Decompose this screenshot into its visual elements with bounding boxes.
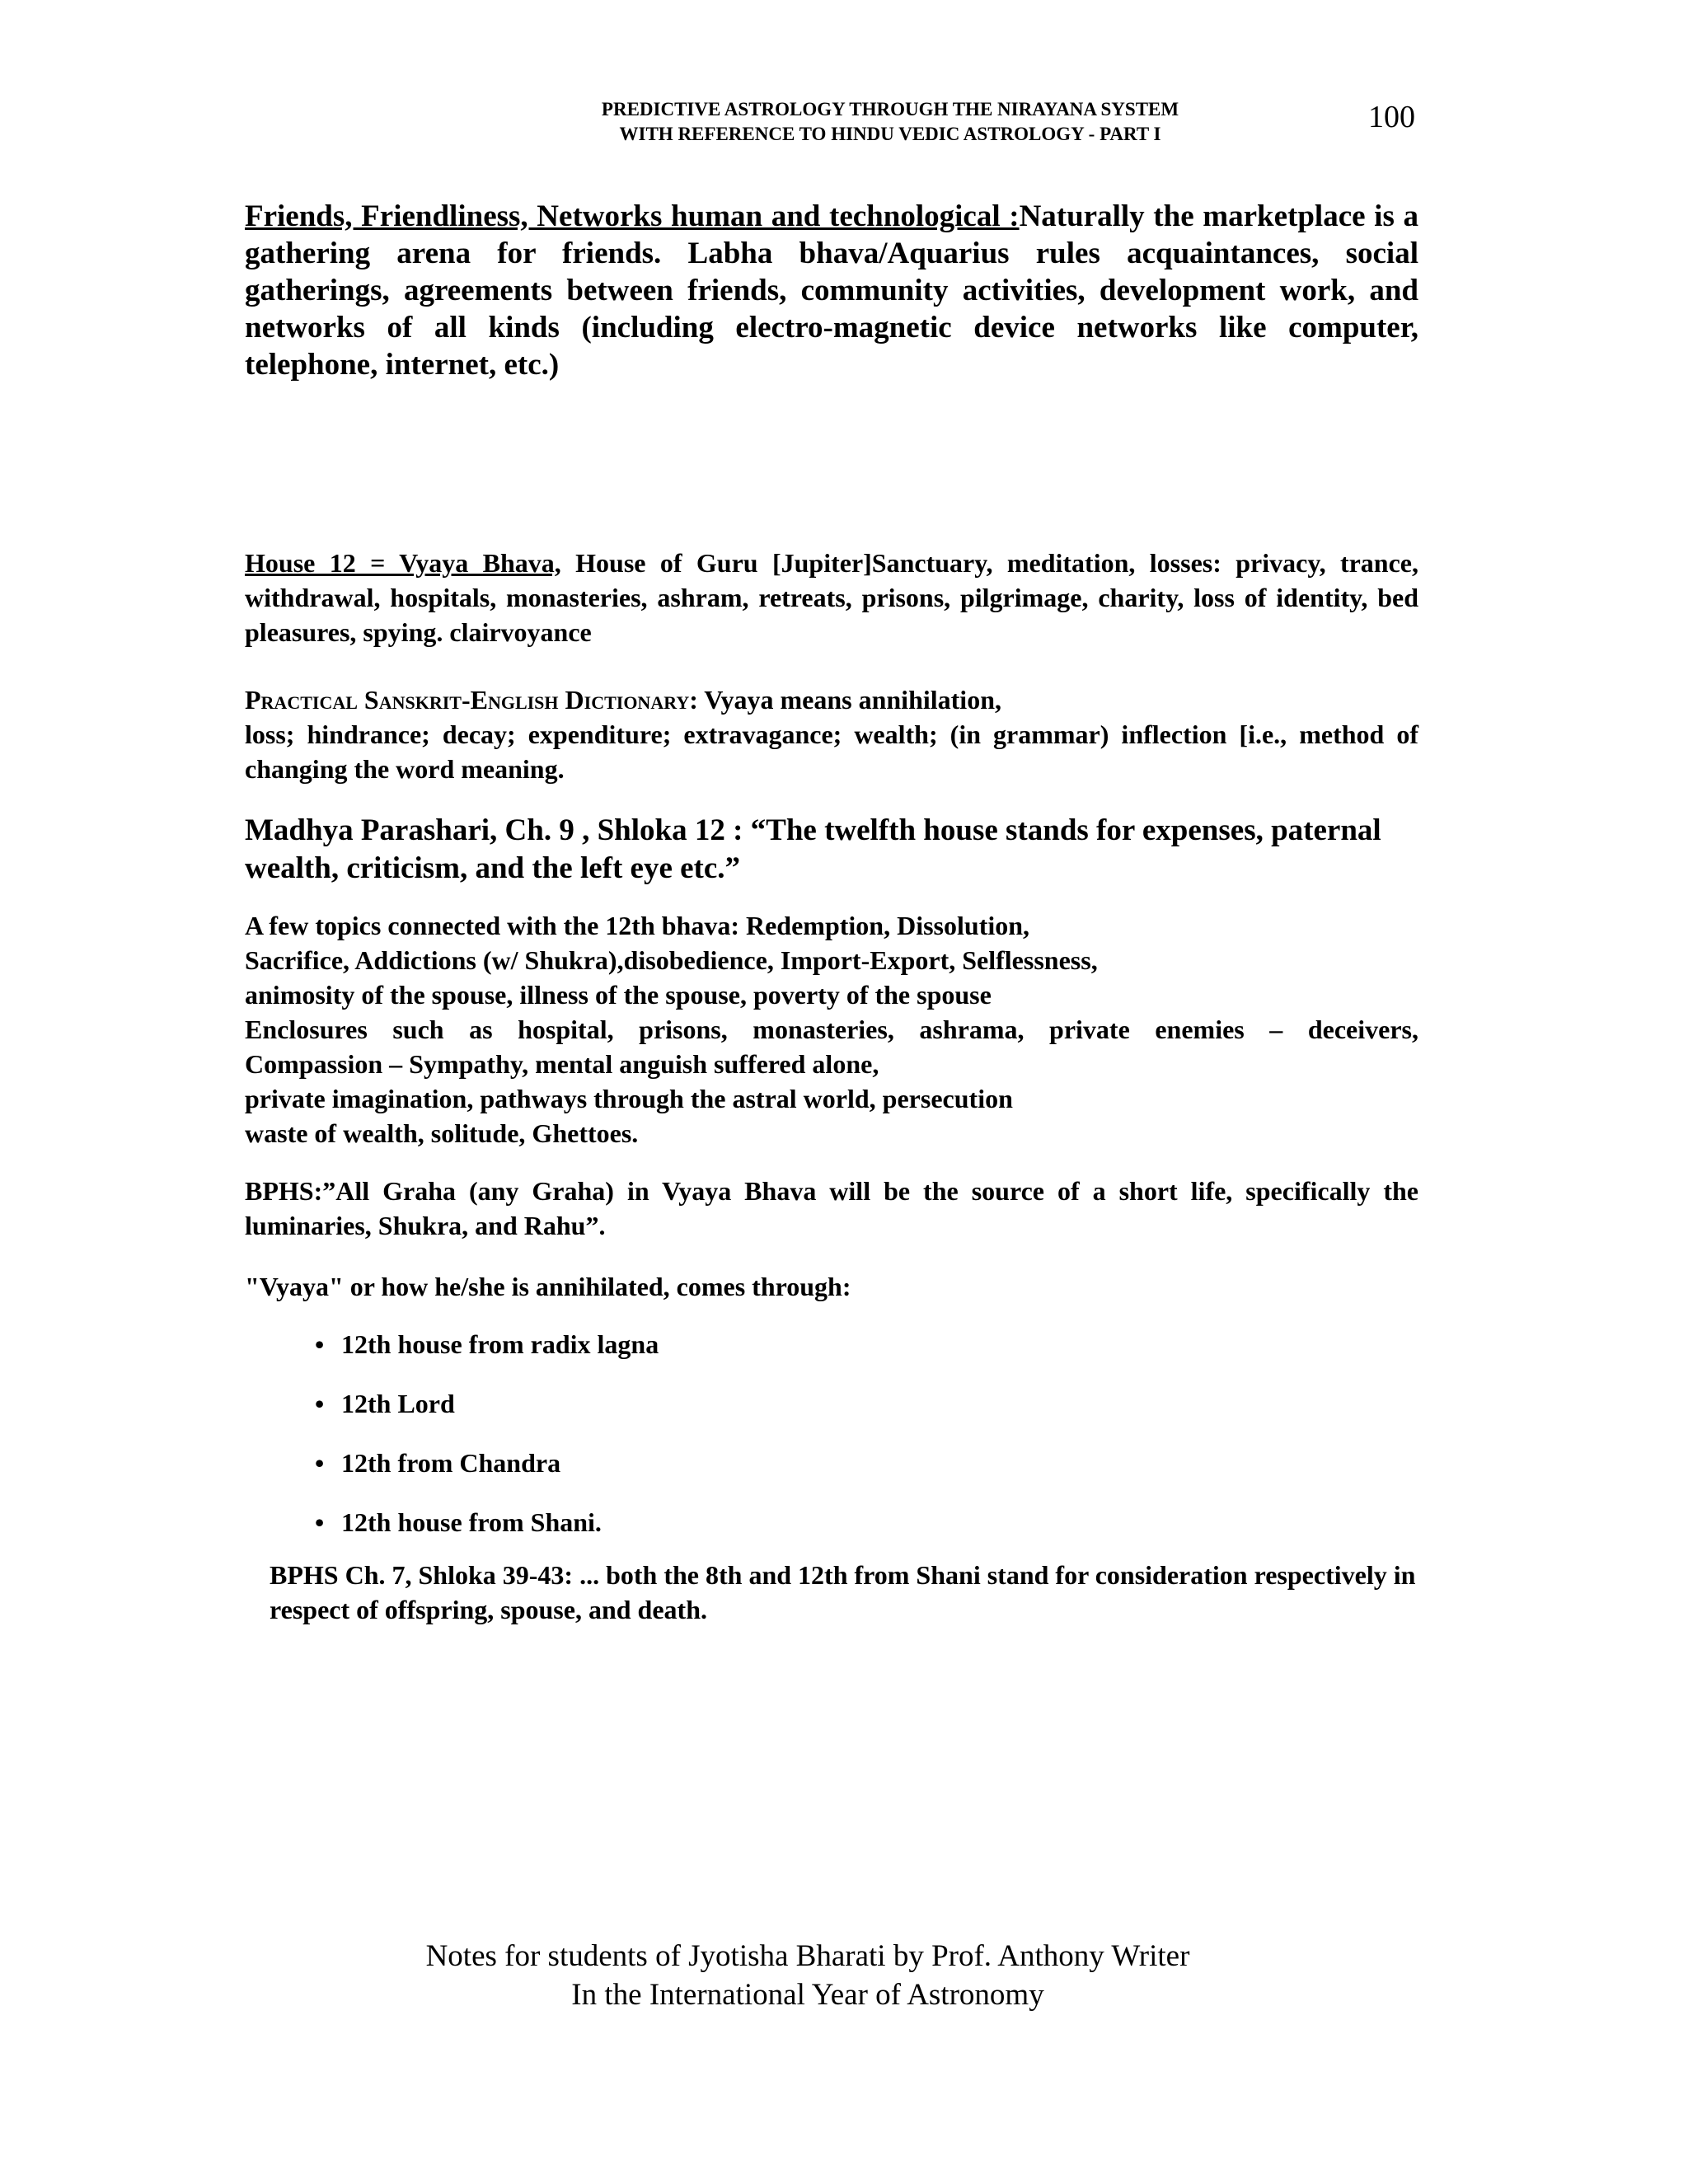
friends-paragraph (245, 198, 1418, 383)
bullet-marker: • (315, 1329, 325, 1359)
house12-paragraph (245, 546, 1418, 649)
bullet-list (315, 1327, 659, 1564)
vyaya-intro: "Vyaya" or how he/she is annihilated, comes through: (245, 1272, 851, 1301)
running-header (354, 97, 1426, 147)
dictionary-paragraph (245, 682, 1418, 786)
madhya-parashari-quote: Madhya Parashari, Ch. 9 , Shloka 12 : “The twelfth house stands for expenses, paternal wealth, criticism, and the left eye etc.” (245, 813, 1381, 885)
bullet-marker: • (315, 1507, 325, 1537)
header-line-1: PREDICTIVE ASTROLOGY THROUGH THE NIRAYANA SYSTEM (601, 99, 1179, 120)
friends-body: Naturally the marketplace is a gathering arena for friends. Labha bhava/Aquarius rules acquaintances, social gatherings, agreements between friends, community activities, development work, and networks of all kinds (including electro-magnetic device networks like computer, telephone, internet, etc.) (245, 199, 1418, 382)
topics-line: A few topics connected with the 12th bhava: Redemption, Dissolution, (245, 911, 1030, 940)
dictionary-line-1: Vyaya means annihilation, (697, 685, 1001, 715)
list-item (315, 1505, 659, 1540)
bphs-quote: BPHS:”All Graha (any Graha) in Vyaya Bhava will be the source of a short life, specifically the luminaries, Shukra, and Rahu”. (245, 1176, 1418, 1240)
dictionary-label: Practical Sanskrit-English Dictionary: (245, 685, 698, 715)
list-item-text: 12th Lord (341, 1389, 455, 1418)
page-footer (313, 1937, 1302, 2014)
list-item (315, 1327, 659, 1361)
topics-line: waste of wealth, solitude, Ghettoes. (245, 1118, 639, 1148)
footer-line-2: In the International Year of Astronomy (571, 1978, 1044, 2012)
topics-line: Compassion – Sympathy, mental anguish suffered alone, (245, 1049, 879, 1079)
topics-line: Enclosures such as hospital, prisons, monasteries, ashrama, private enemies – deceivers, (245, 1015, 1418, 1044)
friends-heading: Friends, Friendliness, Networks human and technological : (245, 199, 1020, 233)
topics-line: Sacrifice, Addictions (w/ Shukra),disobedience, Import-Export, Selflessness, (245, 945, 1098, 975)
house12-body: House of Guru [Jupiter]Sanctuary, meditation, losses: privacy, trance, withdrawal, hospitals, monasteries, ashram, retreats, prisons, pilgrimage, charity, loss of identity, bed pleasures, spying. clairvoyance (245, 548, 1418, 647)
bullet-marker: • (315, 1448, 325, 1478)
bphs-chapter-quote: BPHS Ch. 7, Shloka 39-43: ... both the 8th and 12th from Shani stand for consideration respectively in respect of offspring, spouse, and death. (270, 1560, 1416, 1624)
list-item-text: 12th house from radix lagna (341, 1329, 659, 1359)
topics-paragraph (245, 908, 1418, 1151)
page-number: 100 (1368, 100, 1415, 134)
house12-heading: House 12 = Vyaya Bhava, (245, 548, 561, 578)
topics-line: animosity of the spouse, illness of the spouse, poverty of the spouse (245, 980, 992, 1010)
footer-line-1: Notes for students of Jyotisha Bharati by Prof. Anthony Writer (425, 1939, 1190, 1973)
list-item-text: 12th from Chandra (341, 1448, 561, 1478)
dictionary-line-2: loss; hindrance; decay; expenditure; extravagance; wealth; (in grammar) inflection [i.e., method of changing the word meaning. (245, 719, 1418, 784)
list-item (315, 1446, 659, 1480)
topics-line: private imagination, pathways through the astral world, persecution (245, 1084, 1013, 1113)
list-item (315, 1386, 659, 1421)
header-line-2: WITH REFERENCE TO HINDU VEDIC ASTROLOGY - PART I (619, 124, 1161, 144)
list-item-text: 12th house from Shani. (341, 1507, 602, 1537)
bullet-marker: • (315, 1389, 325, 1418)
